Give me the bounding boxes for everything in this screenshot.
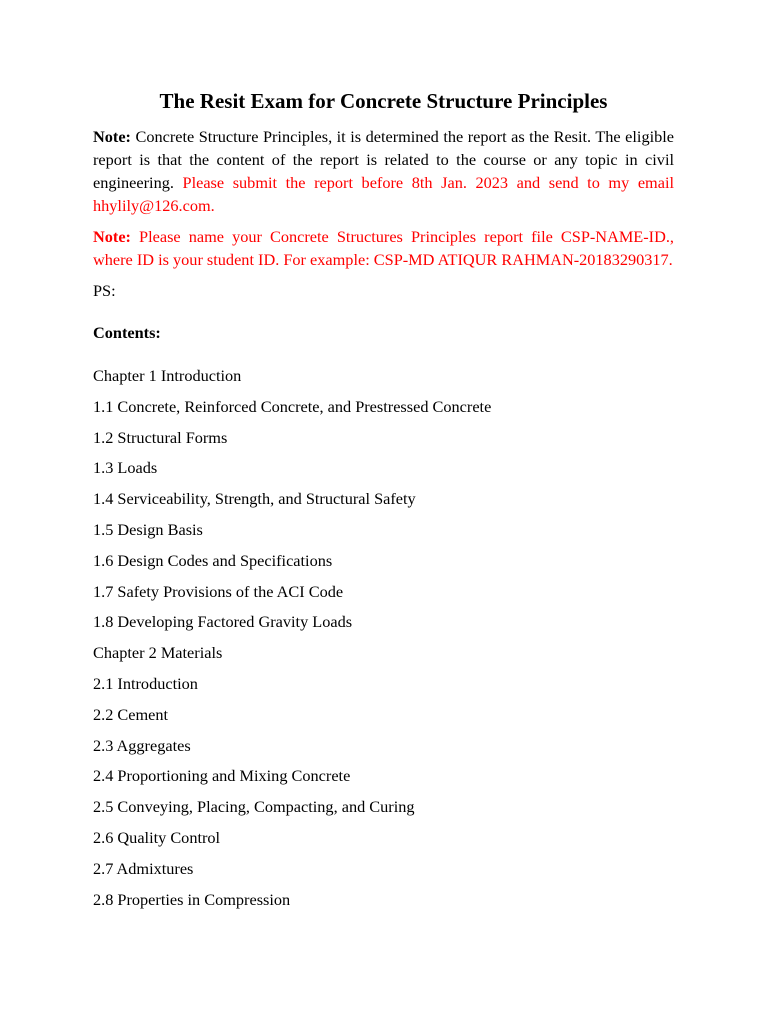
toc-item: 1.8 Developing Factored Gravity Loads [93, 612, 353, 632]
note-filename-text: Please name your Concrete Structures Principles report file CSP-NAME-ID., where ID is your student ID. For example: CSP-MD ATIQUR RAHMAN-20183290317. [93, 227, 674, 269]
toc-item: 2.5 Conveying, Placing, Compacting, and Curing [93, 797, 415, 817]
toc-item: 2.3 Aggregates [93, 735, 191, 755]
contents-heading: Contents: [93, 323, 161, 342]
toc-item: 2.8 Properties in Compression [93, 889, 291, 909]
toc-item: 2.4 Proportioning and Mixing Concrete [93, 766, 351, 786]
document-page [93, 86, 674, 918]
note-paragraph-2 [93, 225, 674, 271]
document-title: The Resit Exam for Concrete Structure Principles [159, 89, 608, 113]
toc-item: Chapter 2 Materials [93, 643, 223, 663]
toc-item: 1.6 Design Codes and Specifications [93, 550, 333, 570]
note-label: Note: [93, 227, 131, 246]
toc-item: 2.1 Introduction [93, 673, 198, 693]
toc-item: 1.5 Design Basis [93, 519, 203, 539]
toc-item: 1.1 Concrete, Reinforced Concrete, and Prestressed Concrete [93, 396, 492, 416]
toc-item: Chapter 1 Introduction [93, 366, 242, 385]
table-of-contents [93, 364, 674, 918]
toc-item: 1.7 Safety Provisions of the ACI Code [93, 581, 344, 601]
toc-item: 2.2 Cement [93, 704, 169, 724]
note-text: Concrete Structure Principles, it is determined the report as the Resit. The eligible report is that the content of the report is related to the course or any topic in civil engineering. [93, 127, 674, 192]
note-paragraph-1 [93, 125, 674, 217]
note-label: Note: [93, 127, 131, 146]
toc-item: 2.6 Quality Control [93, 827, 221, 847]
toc-item: 2.7 Admixtures [93, 858, 194, 878]
toc-item: 1.3 Loads [93, 458, 158, 478]
toc-item: 1.4 Serviceability, Strength, and Structural Safety [93, 489, 416, 509]
toc-item: 1.2 Structural Forms [93, 427, 228, 447]
note-deadline-text: Please submit the report before 8th Jan. 2023 and send to my email hhylily@126.com. [93, 173, 674, 215]
ps-label: PS: [93, 281, 116, 300]
